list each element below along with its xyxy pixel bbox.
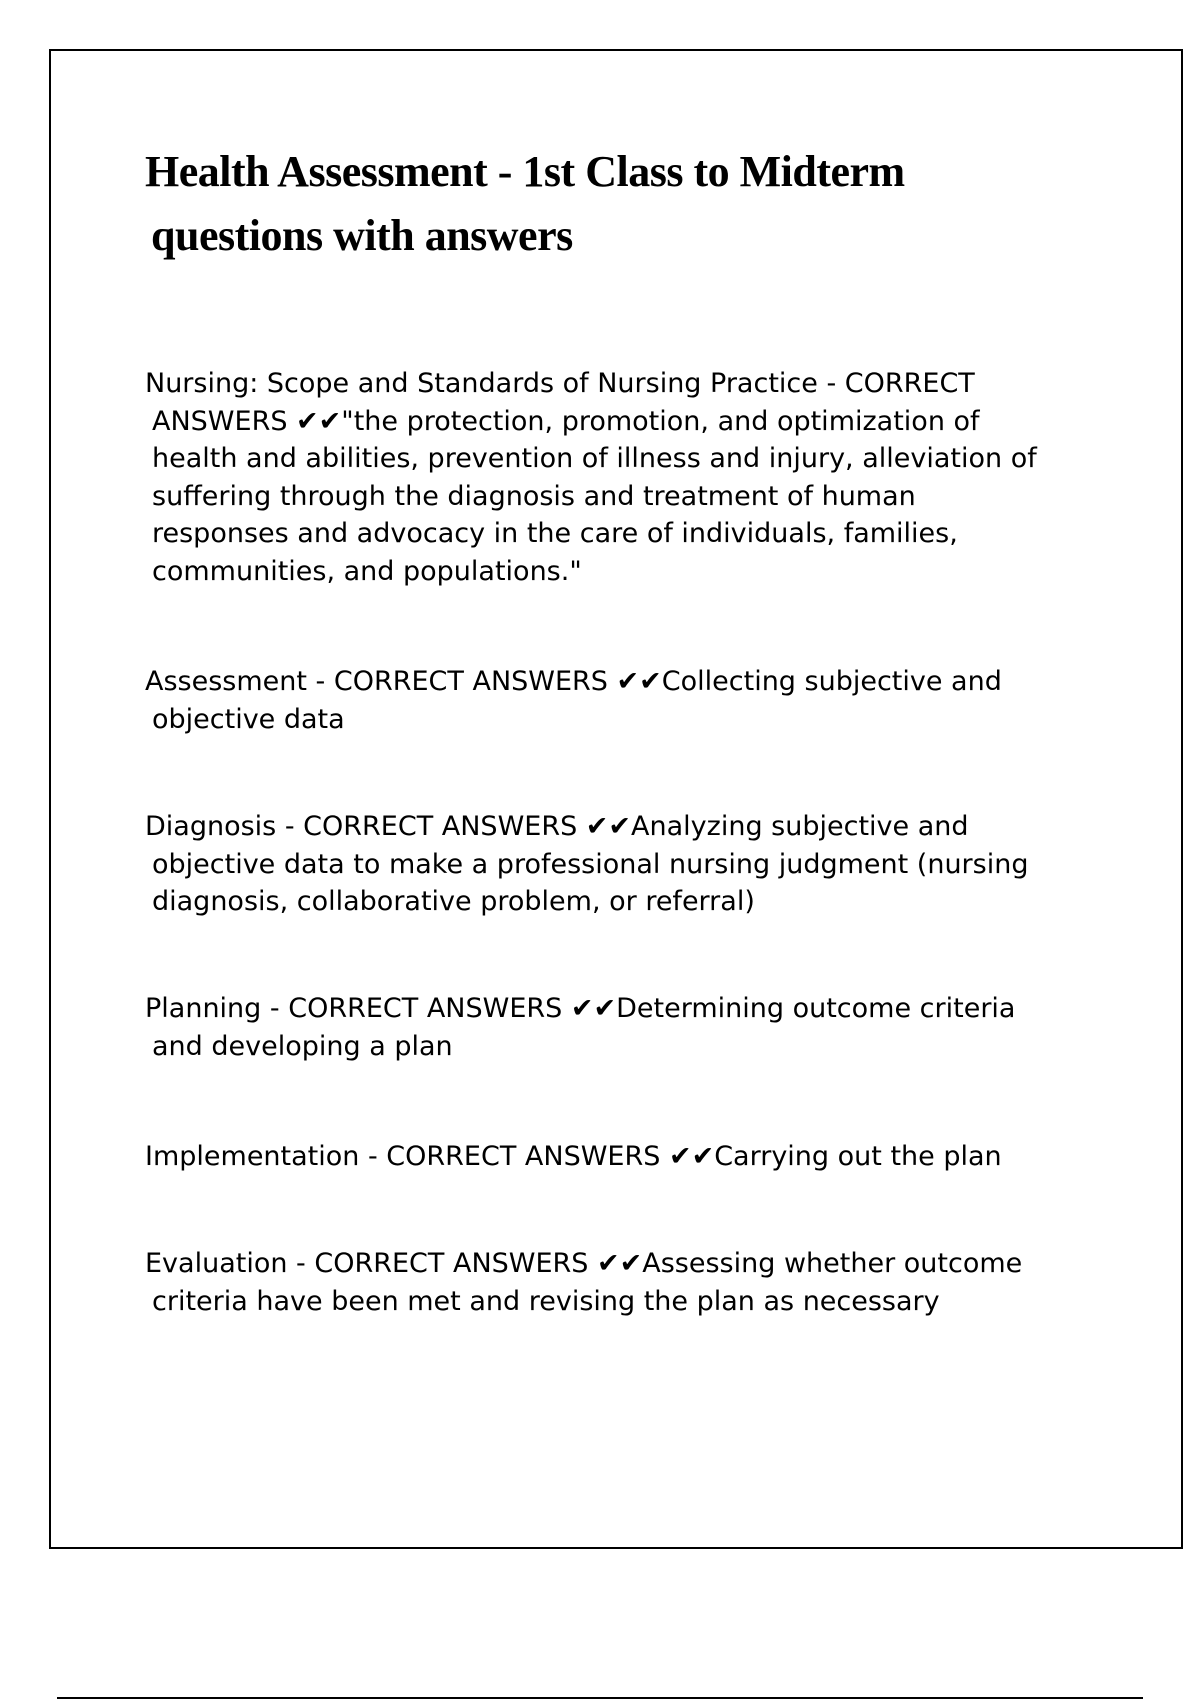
qa-item-diagnosis xyxy=(145,808,1105,921)
qa-line: Planning - CORRECT ANSWERS ✔✔Determining outcome criteria xyxy=(145,993,1016,1024)
qa-line: criteria have been met and revising the plan as necessary xyxy=(152,1285,940,1317)
qa-line: communities, and populations." xyxy=(152,555,582,587)
page-frame xyxy=(49,49,1183,1549)
title-line: questions with answers xyxy=(151,211,573,260)
qa-line: Evaluation - CORRECT ANSWERS ✔✔Assessing whether outcome xyxy=(145,1248,1023,1279)
qa-item-planning xyxy=(145,990,1105,1065)
qa-line: Assessment - CORRECT ANSWERS ✔✔Collecting subjective and xyxy=(145,666,1002,697)
qa-item-implementation xyxy=(145,1138,1105,1176)
title-line: Health Assessment - 1st Class to Midterm xyxy=(145,147,905,196)
qa-line: objective data xyxy=(152,703,345,735)
qa-line: and developing a plan xyxy=(152,1030,453,1062)
qa-line: ANSWERS ✔✔"the protection, promotion, and optimization of xyxy=(152,405,980,437)
qa-line: objective data to make a professional nursing judgment (nursing xyxy=(152,848,1029,880)
qa-item-nursing-scope xyxy=(145,365,1105,590)
footer-divider xyxy=(57,1697,1143,1699)
qa-line: Implementation - CORRECT ANSWERS ✔✔Carrying out the plan xyxy=(145,1141,1002,1172)
document-title xyxy=(145,140,1105,268)
qa-line: Diagnosis - CORRECT ANSWERS ✔✔Analyzing subjective and xyxy=(145,811,969,842)
qa-line: health and abilities, prevention of illness and injury, alleviation of xyxy=(152,443,1037,474)
qa-line: Nursing: Scope and Standards of Nursing Practice - CORRECT xyxy=(145,368,975,399)
qa-item-evaluation xyxy=(145,1245,1105,1320)
qa-line: diagnosis, collaborative problem, or referral) xyxy=(152,886,755,917)
qa-line: responses and advocacy in the care of individuals, families, xyxy=(152,518,958,549)
qa-item-assessment xyxy=(145,663,1105,738)
qa-line: suffering through the diagnosis and treatment of human xyxy=(152,480,916,512)
